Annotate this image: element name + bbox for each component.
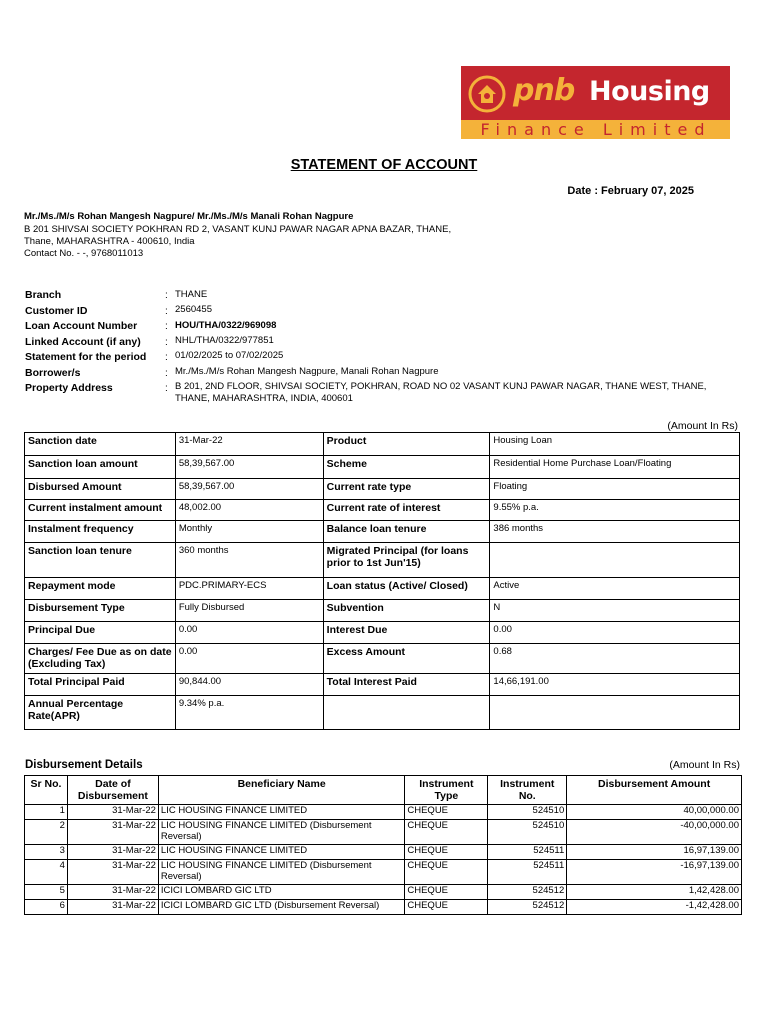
amount-cell: -16,97,139.00 (567, 860, 742, 885)
column-header: Sr No. (25, 776, 68, 805)
loan-field-label: Total Interest Paid (323, 674, 490, 696)
detail-value-linked-account: NHL/THA/0322/977851 (175, 335, 274, 346)
detail-colon: : (165, 321, 168, 332)
loan-field-value: 386 months (490, 521, 740, 543)
instrument-type-cell: CHEQUE (405, 805, 488, 820)
instrument-type-cell: CHEQUE (405, 860, 488, 885)
detail-label-period: Statement for the period (25, 351, 147, 363)
loan-field-value: 360 months (175, 543, 323, 578)
logo-housing-text: Housing (589, 76, 710, 107)
detail-value-borrowers: Mr./Ms./M/s Rohan Mangesh Nagpure, Manali Rohan Nagpure (175, 366, 439, 377)
sr-no-cell: 2 (25, 820, 68, 845)
sr-no-cell: 5 (25, 885, 68, 900)
disbursement-section-title: Disbursement Details (25, 759, 143, 771)
loan-field-label: Current rate type (323, 479, 490, 500)
column-header: Date of Disbursement (67, 776, 158, 805)
logo-subtitle: Finance Limited (480, 120, 712, 139)
logo-top (461, 66, 730, 118)
date-cell: 31-Mar-22 (67, 805, 158, 820)
loan-field-label: Interest Due (323, 622, 490, 644)
loan-field-value (490, 696, 740, 730)
loan-field-label: Disbursed Amount (25, 479, 176, 500)
statement-date: Date : February 07, 2025 (567, 185, 694, 197)
column-header: Disbursement Amount (567, 776, 742, 805)
table-row (25, 885, 742, 900)
loan-field-label: Migrated Principal (for loans prior to 1st Jun'15) (323, 543, 490, 578)
amount-cell: -40,00,000.00 (567, 820, 742, 845)
date-cell: 31-Mar-22 (67, 860, 158, 885)
loan-field-label: Disbursement Type (25, 600, 176, 622)
table-row (25, 674, 740, 696)
beneficiary-cell: LIC HOUSING FINANCE LIMITED (158, 805, 404, 820)
loan-field-value: Fully Disbursed (175, 600, 323, 622)
house-emblem-icon (467, 74, 507, 114)
loan-field-value: 9.34% p.a. (175, 696, 323, 730)
column-header: Instrument Type (405, 776, 488, 805)
table-row (25, 845, 742, 860)
detail-colon: : (165, 352, 168, 363)
disbursement-table (24, 775, 742, 915)
beneficiary-cell: LIC HOUSING FINANCE LIMITED (Disbursement Reversal) (158, 820, 404, 845)
loan-field-label (323, 696, 490, 730)
amount-cell: 16,97,139.00 (567, 845, 742, 860)
instrument-type-cell: CHEQUE (405, 845, 488, 860)
date-cell: 31-Mar-22 (67, 820, 158, 845)
detail-value-property-address: B 201, 2ND FLOOR, SHIVSAI SOCIETY, POKHRAN, ROAD NO 02 VASANT KUNJ PAWAR NAGAR, THANE WEST, THANE, THANE, MAHARASHTRA, INDIA, 400601 (175, 381, 707, 404)
customer-address-line1: B 201 SHIVSAI SOCIETY POKHRAN RD 2, VASANT KUNJ PAWAR NAGAR APNA BAZAR, THANE, (24, 224, 452, 235)
instrument-no-cell: 524512 (488, 900, 567, 915)
column-header: Beneficiary Name (158, 776, 404, 805)
instrument-type-cell: CHEQUE (405, 820, 488, 845)
beneficiary-cell: LIC HOUSING FINANCE LIMITED (Disbursement Reversal) (158, 860, 404, 885)
customer-contact: Contact No. - -, 9768011013 (24, 248, 144, 259)
loan-field-label: Total Principal Paid (25, 674, 176, 696)
loan-field-value: Housing Loan (490, 433, 740, 456)
amount-cell: -1,42,428.00 (567, 900, 742, 915)
detail-label-borrowers: Borrower/s (25, 367, 81, 379)
logo-pnb-text: pnb (513, 73, 575, 108)
detail-label-loan-account: Loan Account Number (25, 320, 138, 332)
date-cell: 31-Mar-22 (67, 845, 158, 860)
table-row (25, 479, 740, 500)
instrument-no-cell: 524511 (488, 845, 567, 860)
table-row (25, 433, 740, 456)
loan-field-value: 58,39,567.00 (175, 479, 323, 500)
loan-field-label: Excess Amount (323, 644, 490, 674)
amount-cell: 40,00,000.00 (567, 805, 742, 820)
beneficiary-cell: ICICI LOMBARD GIC LTD (Disbursement Reversal) (158, 900, 404, 915)
table-row (25, 622, 740, 644)
loan-field-value: 9.55% p.a. (490, 500, 740, 521)
table-row (25, 820, 742, 845)
loan-field-label: Loan status (Active/ Closed) (323, 578, 490, 600)
loan-field-value: 0.00 (175, 644, 323, 674)
table-row (25, 500, 740, 521)
loan-field-value: 0.00 (490, 622, 740, 644)
detail-label-customer-id: Customer ID (25, 305, 88, 317)
loan-field-value: 14,66,191.00 (490, 674, 740, 696)
loan-field-value: Floating (490, 479, 740, 500)
beneficiary-cell: ICICI LOMBARD GIC LTD (158, 885, 404, 900)
loan-field-value: 58,39,567.00 (175, 456, 323, 479)
instrument-type-cell: CHEQUE (405, 900, 488, 915)
beneficiary-cell: LIC HOUSING FINANCE LIMITED (158, 845, 404, 860)
loan-field-label: Sanction date (25, 433, 176, 456)
customer-address-line2: Thane, MAHARASHTRA - 400610, India (24, 236, 195, 247)
amount-unit-note: (Amount In Rs) (667, 420, 738, 432)
table-row (25, 543, 740, 578)
date-cell: 31-Mar-22 (67, 885, 158, 900)
detail-label-linked-account: Linked Account (if any) (25, 336, 141, 348)
sr-no-cell: 1 (25, 805, 68, 820)
date-cell: 31-Mar-22 (67, 900, 158, 915)
loan-field-value: Monthly (175, 521, 323, 543)
detail-colon: : (165, 383, 168, 394)
detail-value-loan-account: HOU/THA/0322/969098 (175, 320, 277, 331)
loan-field-label: Instalment frequency (25, 521, 176, 543)
loan-field-value: 31-Mar-22 (175, 433, 323, 456)
loan-field-label: Sanction loan amount (25, 456, 176, 479)
table-row (25, 696, 740, 730)
pnb-housing-logo (461, 66, 730, 139)
detail-value-period: 01/02/2025 to 07/02/2025 (175, 350, 284, 361)
loan-field-label: Principal Due (25, 622, 176, 644)
table-row (25, 860, 742, 885)
loan-field-label: Charges/ Fee Due as on date (Excluding Tax) (25, 644, 176, 674)
instrument-no-cell: 524511 (488, 860, 567, 885)
customer-name: Mr./Ms./M/s Rohan Mangesh Nagpure/ Mr./Ms./M/s Manali Rohan Nagpure (24, 211, 354, 222)
detail-value-customer-id: 2560455 (175, 304, 212, 315)
detail-colon: : (165, 368, 168, 379)
sr-no-cell: 6 (25, 900, 68, 915)
loan-field-label: Current instalment amount (25, 500, 176, 521)
loan-field-value: Active (490, 578, 740, 600)
loan-field-value: 0.00 (175, 622, 323, 644)
document-title: STATEMENT OF ACCOUNT (290, 157, 478, 173)
instrument-no-cell: 524510 (488, 805, 567, 820)
loan-field-value: N (490, 600, 740, 622)
loan-field-value: 48,002.00 (175, 500, 323, 521)
logo-subtitle-band (461, 120, 730, 139)
loan-field-label: Subvention (323, 600, 490, 622)
table-header-row (25, 776, 742, 805)
detail-value-branch: THANE (175, 289, 208, 300)
loan-field-label: Product (323, 433, 490, 456)
detail-colon: : (165, 337, 168, 348)
detail-colon: : (165, 290, 168, 301)
loan-field-value (490, 543, 740, 578)
column-header: Instrument No. (488, 776, 567, 805)
loan-field-label: Scheme (323, 456, 490, 479)
instrument-type-cell: CHEQUE (405, 885, 488, 900)
table-row (25, 805, 742, 820)
detail-label-branch: Branch (25, 289, 62, 301)
table-row (25, 521, 740, 543)
table-row (25, 900, 742, 915)
disbursement-amount-note: (Amount In Rs) (669, 759, 740, 771)
loan-field-value: PDC.PRIMARY-ECS (175, 578, 323, 600)
instrument-no-cell: 524510 (488, 820, 567, 845)
loan-summary-table (24, 432, 740, 730)
loan-field-label: Repayment mode (25, 578, 176, 600)
table-row (25, 644, 740, 674)
loan-field-value: 90,844.00 (175, 674, 323, 696)
table-row (25, 600, 740, 622)
amount-cell: 1,42,428.00 (567, 885, 742, 900)
loan-field-value: 0.68 (490, 644, 740, 674)
loan-field-value: Residential Home Purchase Loan/Floating (490, 456, 740, 479)
sr-no-cell: 3 (25, 845, 68, 860)
detail-colon: : (165, 306, 168, 317)
loan-field-label: Sanction loan tenure (25, 543, 176, 578)
loan-field-label: Annual Percentage Rate(APR) (25, 696, 176, 730)
table-row (25, 456, 740, 479)
detail-label-property-address: Property Address (25, 382, 113, 394)
loan-field-label: Balance loan tenure (323, 521, 490, 543)
loan-field-label: Current rate of interest (323, 500, 490, 521)
instrument-no-cell: 524512 (488, 885, 567, 900)
sr-no-cell: 4 (25, 860, 68, 885)
table-row (25, 578, 740, 600)
